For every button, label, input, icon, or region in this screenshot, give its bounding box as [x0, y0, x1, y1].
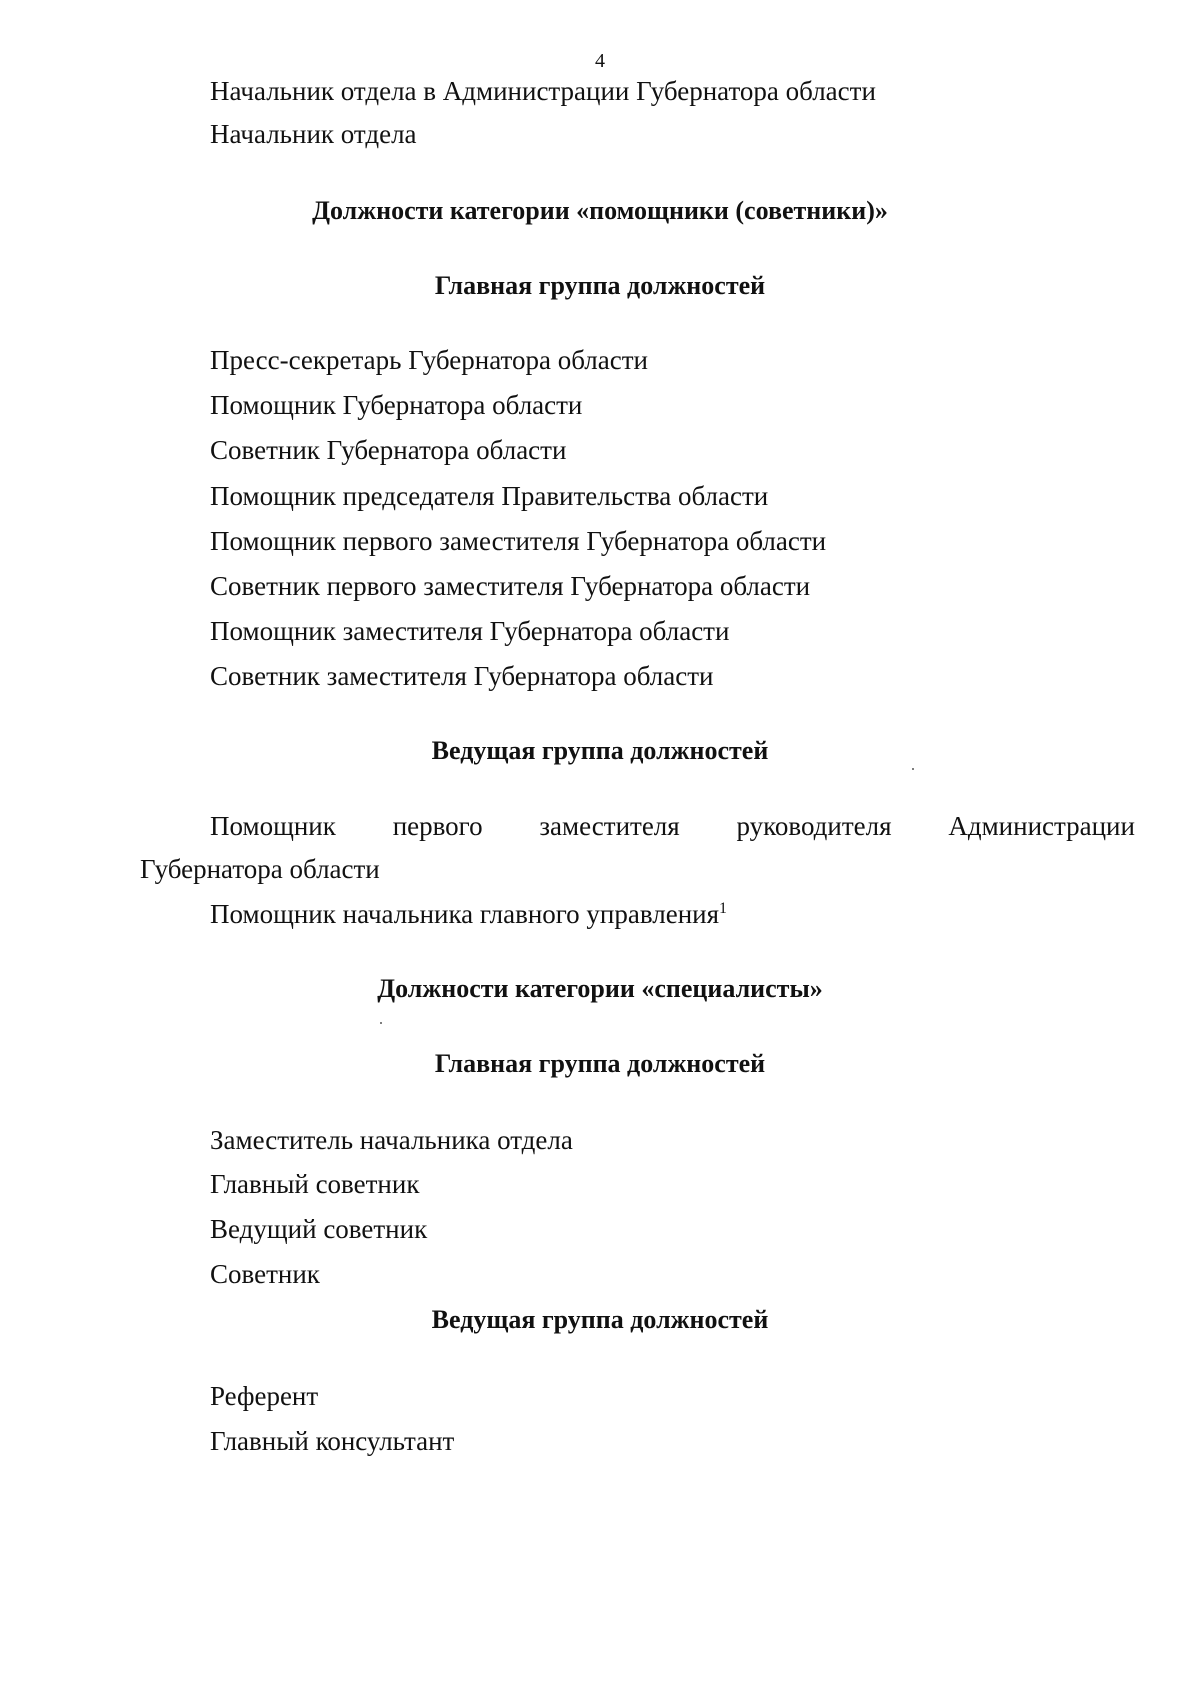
intro-line: Начальник отдела [210, 119, 417, 149]
position-item: Советник Губернатора области [210, 435, 567, 465]
position-item: Ведущий советник [210, 1214, 428, 1244]
position-item: Заместитель начальника отдела [210, 1125, 573, 1155]
position-item: Главный советник [210, 1169, 420, 1199]
position-item-with-footnote [210, 898, 727, 930]
scan-speck [380, 1022, 382, 1024]
position-item: Помощник первого заместителя Губернатора области [210, 526, 827, 556]
word: руководителя [736, 811, 892, 841]
position-item-continuation: Губернатора области [140, 854, 380, 884]
position-item: Пресс-секретарь Губернатора области [210, 345, 648, 375]
position-item: Помощник Губернатора области [210, 390, 583, 420]
category-assistants-heading: Должности категории «помощники (советники)» [312, 196, 888, 225]
assistants-main-group-heading: Главная группа должностей [434, 271, 766, 300]
position-item: Главный консультант [210, 1426, 455, 1456]
specialists-leading-group-heading: Ведущая группа должностей [431, 1305, 769, 1334]
word: Помощник [210, 811, 336, 841]
category-specialists-heading: Должности категории «специалисты» [377, 974, 823, 1003]
footnote-marker: 1 [719, 900, 728, 917]
word: заместителя [539, 811, 680, 841]
position-item: Помощник заместителя Губернатора области [210, 616, 730, 646]
position-item: Советник [210, 1259, 320, 1289]
position-item: Советник первого заместителя Губернатора области [210, 571, 811, 601]
assistants-leading-group-heading: Ведущая группа должностей [431, 736, 769, 765]
word: Администрации [948, 811, 1135, 841]
intro-line: Начальник отдела в Администрации Губернатора области [210, 76, 876, 106]
specialists-main-group-heading: Главная группа должностей [434, 1049, 766, 1078]
position-item: Помощник председателя Правительства области [210, 481, 769, 511]
page-number: 4 [595, 50, 605, 72]
word: первого [392, 811, 483, 841]
position-item: Советник заместителя Губернатора области [210, 661, 714, 691]
scan-speck [912, 768, 914, 770]
position-item: Референт [210, 1381, 319, 1411]
position-item-text: Помощник начальника главного управления [210, 899, 720, 929]
position-item-justified [210, 810, 1135, 842]
